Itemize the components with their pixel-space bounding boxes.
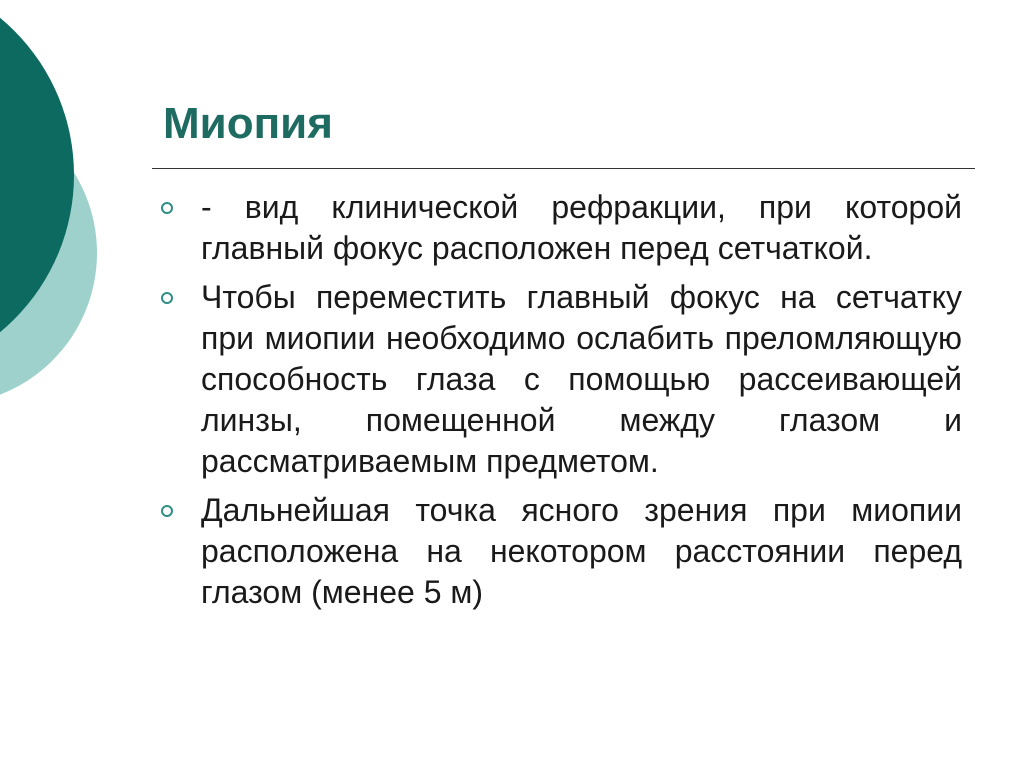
- title-divider: [152, 168, 975, 169]
- bullet-text: - вид клинической рефракции, при которой главный фокус расположен перед сетчаткой.: [201, 189, 962, 266]
- slide-title: Миопия: [163, 99, 333, 148]
- bullet-list: [201, 187, 962, 621]
- bullet-text: Чтобы переместить главный фокус на сетчатку при миопии необходимо ослабить преломляющую способность глаза с помощью рассеивающей линзы, помещенной между глазом и рассматриваемым предметом.: [201, 279, 962, 479]
- bullet-item-far-point: [201, 490, 962, 613]
- bullet-text: Дальнейшая точка ясного зрения при миопии расположена на некотором расстоянии перед глазом (менее 5 м): [201, 492, 962, 610]
- bullet-circle-icon: [161, 505, 173, 517]
- decorative-circles: [0, 0, 120, 420]
- bullet-circle-icon: [161, 202, 173, 214]
- bullet-item-definition: [201, 187, 962, 269]
- bullet-circle-icon: [161, 292, 173, 304]
- bullet-item-correction: [201, 277, 962, 482]
